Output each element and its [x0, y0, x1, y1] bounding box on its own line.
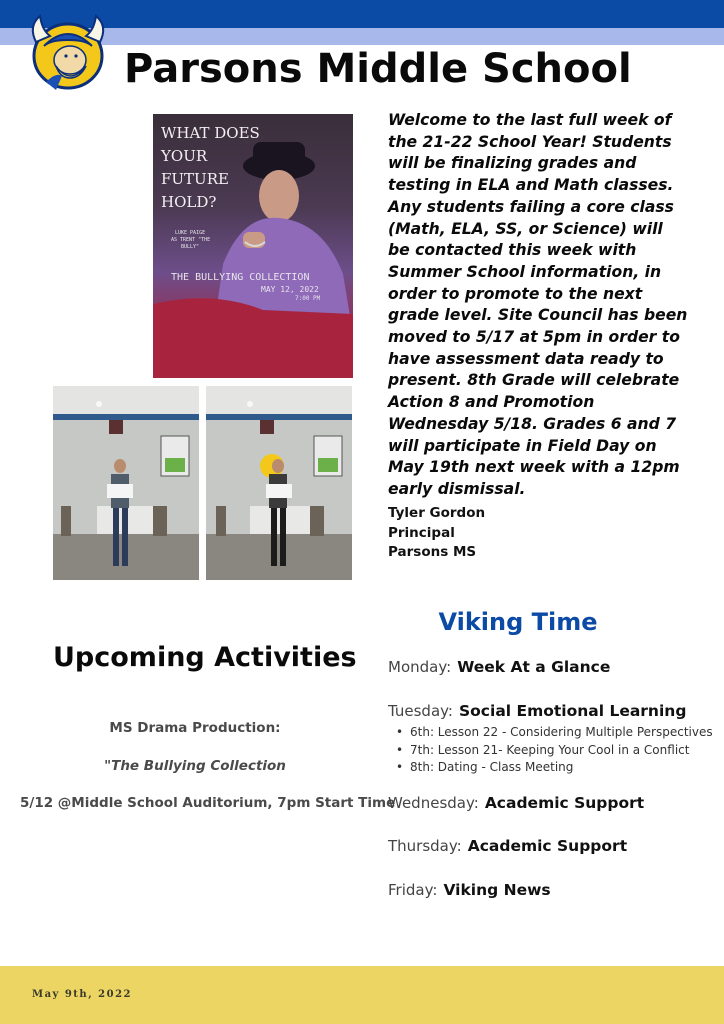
upcoming-line-2: "The Bullying Collection — [104, 758, 286, 774]
upcoming-line-3: 5/12 @Middle School Auditorium, 7pm Start Time — [20, 795, 396, 811]
poster-event-title: THE BULLYING COLLECTION — [171, 272, 310, 283]
poster-event-date: MAY 12, 2022 — [261, 285, 319, 294]
day-value: Academic Support — [467, 837, 628, 855]
poster-event-time: 7:00 PM — [295, 295, 321, 302]
school-short-name: Parsons MS — [388, 544, 477, 560]
schedule-tuesday — [388, 702, 686, 720]
footer-band — [0, 966, 724, 1024]
schedule-thursday — [388, 837, 627, 855]
principal-role: Principal — [388, 524, 455, 541]
viking-time-title: Viking Time — [438, 608, 598, 636]
principal-name: Tyler Gordon — [388, 505, 486, 521]
day-label: Thursday: — [388, 837, 462, 855]
tuesday-lesson-list — [396, 724, 713, 777]
list-item: • 6th: Lesson 22 - Considering Multiple Perspectives — [396, 724, 713, 742]
upcoming-line-1: MS Drama Production: — [109, 720, 281, 736]
day-value: Academic Support — [484, 794, 645, 812]
schedule-monday — [388, 658, 610, 676]
poster-headline-2: YOUR — [161, 147, 208, 165]
poster-headline-3: FUTURE — [161, 170, 229, 188]
welcome-message: Welcome to the last full week of the 21-22 School Year! Students will be finalizing grades and testing in ELA and Math classes. Any students failing a core class (Math, ELA, SS, or Science) will be contacted this week with Summer School information, in order to promote to the next grade level. Site Council has been moved to 5/17 at 5pm in order to have assessment data ready to present. 8th Grade will celebrate Action 8 and Promotion Wednesday 5/18. Grades 6 and 7 will participate in Field Day on May 19th next week with a 12pm early dismissal. — [388, 111, 688, 498]
poster-headline-4: HOLD? — [161, 193, 217, 211]
upcoming-activities-title: Upcoming Activities — [53, 642, 357, 673]
day-label: Tuesday: — [388, 702, 453, 720]
drama-poster-image — [153, 114, 353, 378]
list-item: • 8th: Dating - Class Meeting — [396, 759, 713, 777]
student-photo-2 — [206, 386, 352, 580]
day-value: Viking News — [443, 881, 551, 899]
list-item: • 7th: Lesson 21- Keeping Your Cool in a Conflict — [396, 742, 713, 760]
student-photo-1 — [53, 386, 199, 580]
poster-credit-1: LUKE PAIGE — [175, 230, 206, 236]
schedule-wednesday — [388, 794, 644, 812]
page-title: Parsons Middle School — [124, 46, 632, 92]
schedule-friday — [388, 881, 551, 899]
day-value: Social Emotional Learning — [459, 702, 687, 720]
day-label: Monday: — [388, 658, 452, 676]
signoff-block — [388, 504, 485, 563]
poster-credit-2: AS TRENT "THE — [171, 237, 211, 243]
poster-credit-3: BULLY" — [181, 244, 200, 250]
day-label: Wednesday: — [388, 794, 479, 812]
newsletter-date: May 9th, 2022 — [32, 989, 132, 1000]
day-value: Week At a Glance — [457, 658, 611, 676]
day-label: Friday: — [388, 881, 438, 899]
student-photo-2-illustration — [206, 386, 352, 580]
viking-mascot-icon — [26, 12, 110, 92]
poster-headline-1: WHAT DOES — [161, 124, 260, 142]
student-photo-1-illustration — [53, 386, 199, 580]
